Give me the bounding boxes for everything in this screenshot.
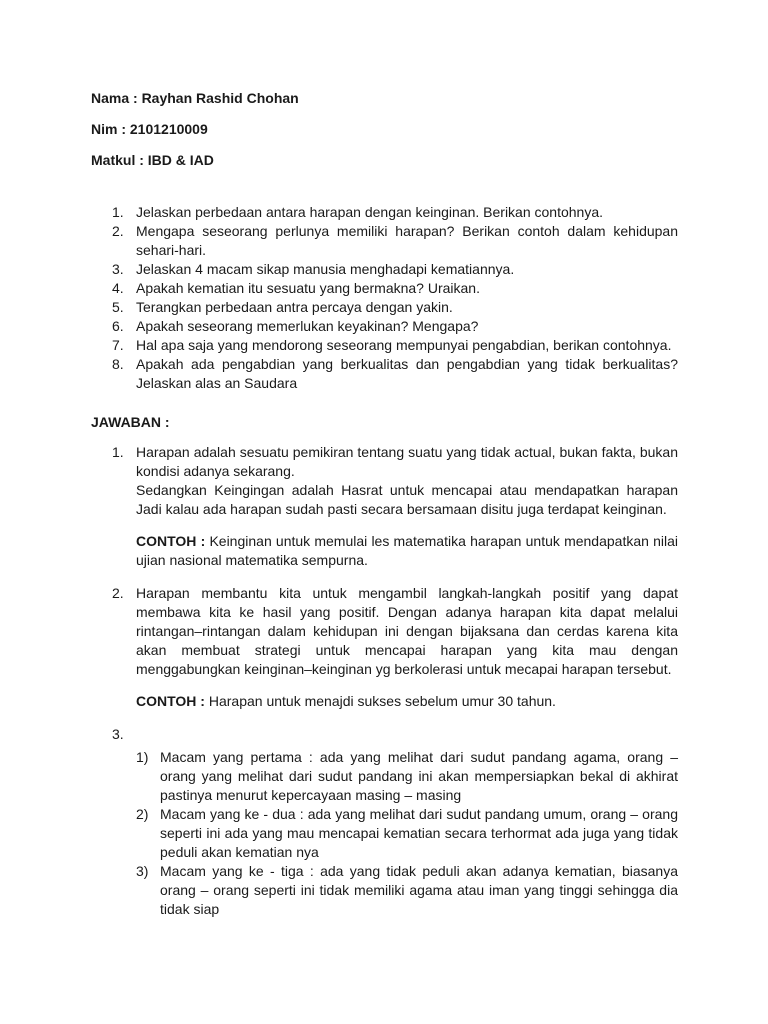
example-text: Harapan untuk menajdi sukses sebelum umur 30 tahun. [204, 693, 556, 709]
answer-paragraph: Harapan membantu kita untuk mengambil langkah-langkah positif yang dapat membawa kita ke hasil yang positif. Dengan adanya harapan kita dapat melalui rintangan–rintangan dalam kehidupan ini dengan bijaksana dan cerdas karena kita akan membuat strategi untuk mencapai harapan yang kita mau dengan menggabungkan keinginan–keinginan yg berkolerasi untuk mecapai harapan tersebut. [136, 585, 678, 677]
question-text: Hal apa saja yang mendorong seseorang mempunyai pengabdian, berikan contohnya. [136, 337, 672, 353]
question-item [91, 222, 678, 260]
answer-spacer [136, 725, 678, 744]
question-text: Jelaskan perbedaan antara harapan dengan keinginan. Berikan contohnya. [136, 204, 604, 220]
question-item [91, 336, 678, 355]
example-paragraph [136, 692, 678, 711]
question-text: Apakah ada pengabdian yang berkualitas dan pengabdian yang tidak berkualitas? Jelaskan alas an Saudara [136, 356, 678, 391]
question-list [91, 203, 678, 393]
question-number: 1. [112, 204, 124, 220]
answer-paragraph: Sedangkan Keingingan adalah Hasrat untuk mencapai atau mendapatkan harapan Jadi kalau ada harapan sudah pasti secara bersamaan disitu juga terdapat keinginan. [136, 482, 678, 517]
question-number: 6. [112, 318, 124, 334]
sub-answer-list [136, 748, 678, 919]
answer-item-2 [91, 584, 678, 711]
question-number: 7. [112, 337, 124, 353]
question-text: Jelaskan 4 macam sikap manusia menghadapi kematiannya. [136, 261, 515, 277]
question-number: 8. [112, 356, 124, 372]
question-item [91, 355, 678, 393]
example-text: Keinginan untuk memulai les matematika harapan untuk mendapatkan nilai ujian nasional matematika sempurna. [136, 533, 678, 568]
question-text: Terangkan perbedaan antra percaya dengan yakin. [136, 299, 453, 315]
answer-list [91, 443, 678, 919]
question-number: 5. [112, 299, 124, 315]
answer-number: 1. [112, 444, 124, 460]
sub-answer-number: 2) [136, 806, 149, 822]
student-nim: Nim : 2101210009 [91, 121, 208, 137]
course-name: Matkul : IBD & IAD [91, 152, 214, 168]
answer-body [136, 725, 678, 919]
question-number: 2. [112, 223, 124, 239]
example-label: CONTOH : [136, 533, 206, 549]
answer-paragraph: Harapan adalah sesuatu pemikiran tentang suatu yang tidak actual, bukan fakta, bukan kondisi adanya sekarang. [136, 444, 678, 479]
answer-item-1 [91, 443, 678, 570]
sub-answer-number: 3) [136, 863, 149, 879]
answers-heading: JAWABAN : [91, 414, 170, 430]
example-paragraph [136, 532, 678, 570]
question-item [91, 260, 678, 279]
question-text: Apakah kematian itu sesuatu yang bermakna? Uraikan. [136, 280, 480, 296]
sub-answer-text: Macam yang ke - tiga : ada yang tidak peduli akan adanya kematian, biasanya orang – orang seperti ini tidak memiliki agama atau iman yang tinggi sehingga dia tidak siap [160, 863, 678, 917]
answer-number: 2. [112, 585, 124, 601]
answer-item-3 [91, 725, 678, 919]
student-name: Nama : Rayhan Rashid Chohan [91, 90, 299, 106]
sub-answer-number: 1) [136, 749, 149, 765]
answer-body [136, 584, 678, 711]
sub-answer-item [136, 862, 678, 919]
answer-body [136, 443, 678, 570]
sub-answer-item [136, 805, 678, 862]
question-number: 3. [112, 261, 124, 277]
sub-answer-text: Macam yang pertama : ada yang melihat dari sudut pandang agama, orang – orang yang melihat dari sudut pandang ini akan mempersiapkan bekal di akhirat pastinya menurut kepercayaan masing – masing [160, 749, 678, 803]
sub-answer-item [136, 748, 678, 805]
question-number: 4. [112, 280, 124, 296]
question-text: Mengapa seseorang perlunya memiliki harapan? Berikan contoh dalam kehidupan sehari-hari. [136, 223, 678, 258]
question-item [91, 279, 678, 298]
example-label: CONTOH : [136, 693, 205, 709]
question-text: Apakah seseorang memerlukan keyakinan? Mengapa? [136, 318, 479, 334]
question-item [91, 317, 678, 336]
sub-answer-text: Macam yang ke - dua : ada yang melihat dari sudut pandang umum, orang – orang seperti ini ada yang mau mencapai kematian secara terhormat ada juga yang tidak peduli akan kematian nya [160, 806, 678, 860]
question-item [91, 203, 678, 222]
question-item [91, 298, 678, 317]
answer-number: 3. [112, 726, 124, 742]
